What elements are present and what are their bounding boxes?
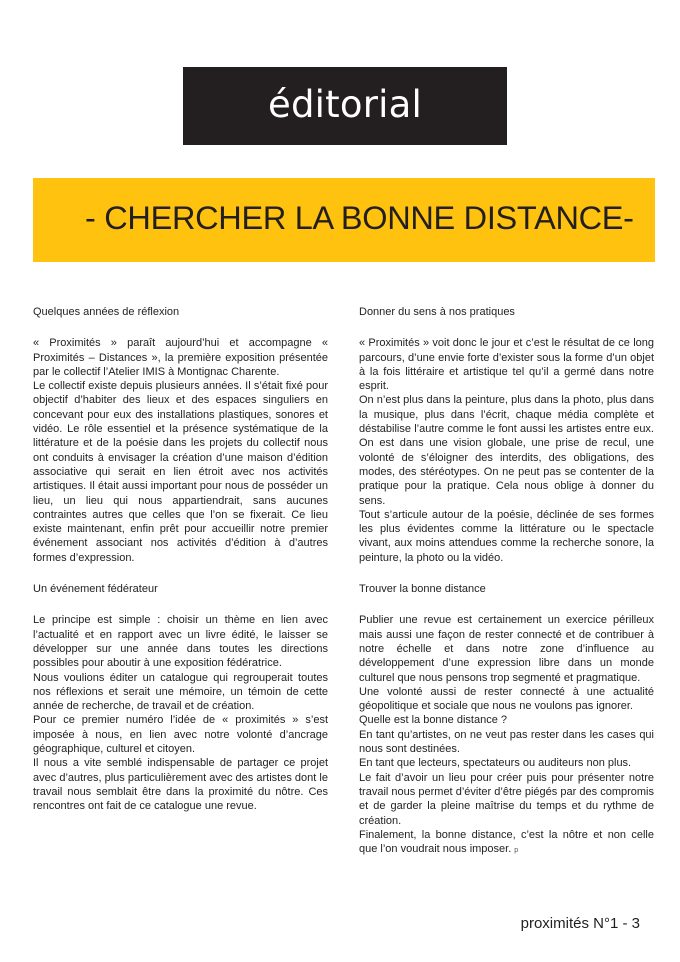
title-band bbox=[33, 178, 655, 262]
section-header bbox=[183, 67, 507, 145]
paragraph-text: Finalement, la bonne distance, c’est la nôtre et non celle que l’on voudrait nous imposer. bbox=[359, 828, 654, 856]
section-heading: Un événement fédérateur bbox=[33, 583, 158, 596]
paragraph: Une volonté aussi de rester connecté à une actualité géopolitique et sociale que nous ne voulons pas ignorer. bbox=[359, 685, 654, 713]
paragraph: Tout s’articule autour de la poésie, déclinée de ses formes les plus évidentes comme la littérature ou le spectacle vivant, aux moins attendues comme la recherche sonore, la peinture, la photo ou la vidéo. bbox=[359, 508, 654, 564]
end-mark: p bbox=[514, 847, 519, 855]
section-heading: Quelques années de réflexion bbox=[33, 306, 180, 318]
paragraph: Il nous a vite semblé indispensable de partager ce projet avec d’autres, plus particulièrement avec des artistes dont le travail nous semblait être dans la proximité du nôtre. Ces rencontres ont fait de ce catalogue une revue. bbox=[33, 757, 328, 813]
section-distance bbox=[359, 582, 654, 858]
section-label: éditorial bbox=[268, 82, 422, 126]
paragraph: Le fait d’avoir un lieu pour créer puis pour présenter notre travail nous permet d’éviter d’être piégés par des compromis et de garder la pleine maîtrise du temps et du rythme de création. bbox=[359, 771, 654, 827]
section-reflexion bbox=[33, 305, 328, 565]
paragraph: « Proximités » paraît aujourd’hui et accompagne « Proximités – Distances », la première exposition présentée par le collectif l’Atelier IMIS à Montignac Charente. bbox=[33, 337, 328, 378]
paragraph: Publier une revue est certainement un exercice périlleux mais aussi une façon de rester connecté et de contribuer à notre échelle et dans notre zone d’influence au développement d’une expression libre dans un monde culturel que nous pensons trop segmenté et pragmatique. bbox=[359, 614, 654, 684]
section-sens bbox=[359, 305, 654, 565]
paragraph: Nous voulions éditer un catalogue qui regrouperait toutes nos réflexions et serait une mémoire, un témoin de cette année de recherche, de travail et de création. bbox=[33, 671, 328, 713]
section-heading: Donner du sens à nos pratiques bbox=[359, 306, 515, 318]
article-title: - CHERCHER LA BONNE DISTANCE- bbox=[85, 200, 634, 236]
paragraph: On n’est plus dans la peinture, plus dans la photo, plus dans la musique, plus dans l’écrit, chaque média complète et déstabilise l’autre comme le font aussi les artistes entre eux. On est dans une vision globale, une prise de recul, une volonté de s’éloigner des interdits, des obligations, des modes, des stéréotypes. On ne peut pas se contenter de la pratique pour la pratique. Cela nous oblige à donner du sens. bbox=[359, 394, 654, 507]
paragraph: Le principe est simple : choisir un thème en lien avec l’actualité et en rapport avec un livre édité, le laisser se développer sur une année dans toutes les directions possibles pour aboutir à une exposition fédératrice. bbox=[33, 614, 328, 670]
paragraph: Pour ce premier numéro l’idée de « proximités » s’est imposée à nous, en lien avec notre volonté d’ancrage géographique, culturel et citoyen. bbox=[33, 714, 328, 756]
paragraph: En tant qu’artistes, on ne veut pas rester dans les cases qui nous sont destinées. bbox=[359, 728, 654, 756]
page-footer: proximités N°1 - 3 bbox=[520, 915, 640, 932]
final-paragraph bbox=[359, 828, 654, 859]
paragraph: Quelle est la bonne distance ? bbox=[359, 714, 507, 727]
paragraph: En tant que lecteurs, spectateurs ou auditeurs non plus. bbox=[359, 757, 632, 770]
section-evenement bbox=[33, 582, 328, 813]
paragraph: « Proximités » voit donc le jour et c’est le résultat de ce long parcours, d’une envie forte d’exister sous la forme d’un objet à la fois littéraire et artistique tel qu’il a germé dans notre esprit. bbox=[359, 337, 654, 393]
right-column bbox=[359, 305, 654, 875]
section-heading: Trouver la bonne distance bbox=[359, 583, 486, 596]
left-column bbox=[33, 305, 328, 831]
paragraph: Le collectif existe depuis plusieurs années. Il s’était fixé pour objectif d’habiter des lieux et des espaces singuliers en concevant pour eux des installations plastiques, sonores et vidéo. Le rôle essentiel et la présence systématique de la littérature et de la poésie dans les projets du collectif nous ont conduits à envisager la création d’une maison d’édition associative qui serait en lien étroit avec nos activités artistiques. Il était aussi important pour nous de posséder un lieu, un lieu qui nous appartiendrait, sans aucunes contraintes autres que celles que l’on se fixerait. Ce lieu existe maintenant, enfin prêt pour accueillir notre premier événement associant nos activités d’édition à d’autres formes d’expression. bbox=[33, 380, 328, 564]
